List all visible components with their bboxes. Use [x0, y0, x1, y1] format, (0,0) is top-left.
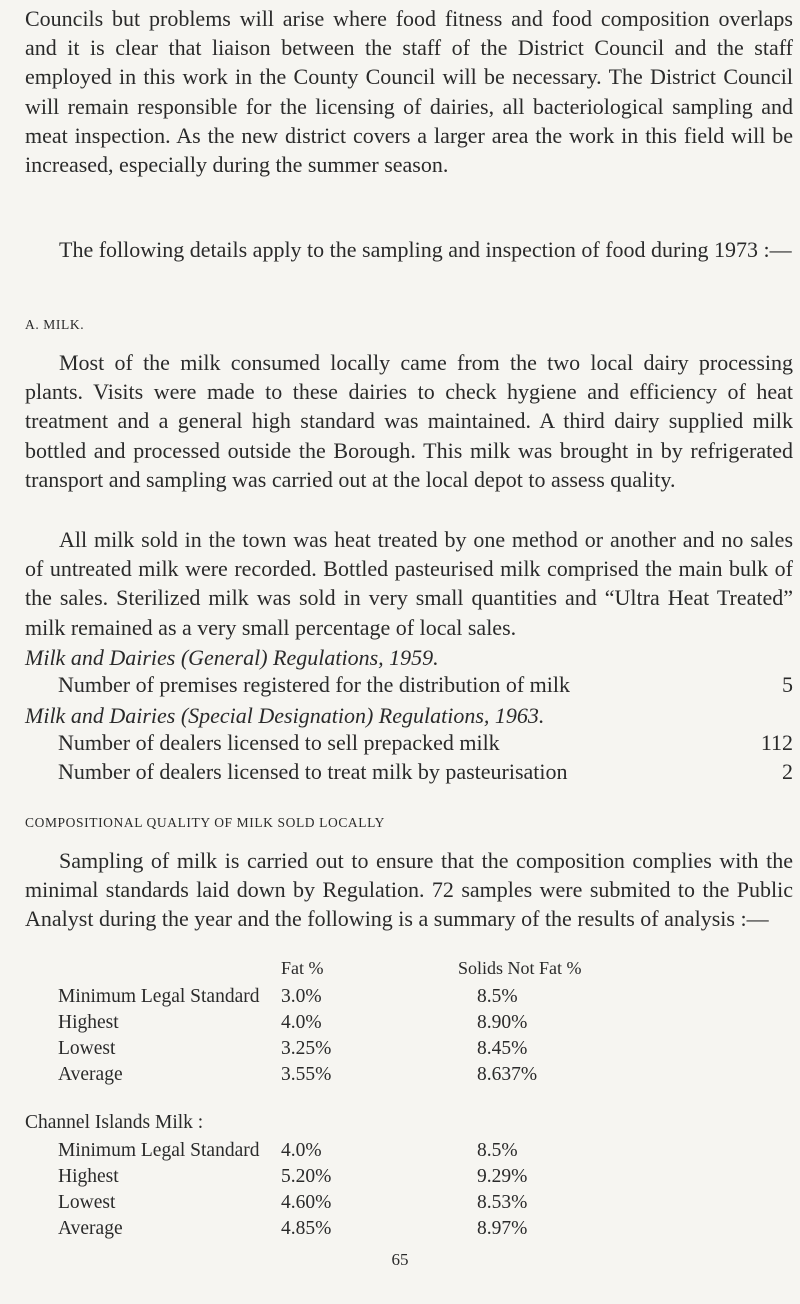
table-row-fat: 4.0%	[281, 1012, 322, 1033]
table-row-snf: 8.5%	[477, 986, 518, 1007]
sampling-paragraph: Sampling of milk is carried out to ensure that the composition complies with the minimal standards laid down by Regulation. 72 samples were submited to the Public Analyst during the year and the following is a summary of the results of analysis :—	[25, 848, 793, 932]
table-row-snf: 8.5%	[477, 1140, 518, 1161]
line-label: Number of dealers licensed to treat milk by pasteurisation	[58, 759, 568, 784]
table-row-label: Average	[58, 1218, 123, 1239]
table-row-snf: 8.637%	[477, 1064, 538, 1085]
regulation-1963-title: Milk and Dairies (Special Designation) Regulations, 1963.	[25, 703, 545, 728]
table-row-label: Highest	[58, 1166, 119, 1187]
column-header-fat: Fat %	[281, 958, 324, 978]
table-row-label: Minimum Legal Standard	[58, 986, 260, 1007]
page-number: 65	[391, 1250, 409, 1269]
regulation-1959-title: Milk and Dairies (General) Regulations, 1959.	[25, 645, 439, 670]
milk-paragraph-1: Most of the milk consumed locally came from the two local dairy processing plants. Visits were made to these dairies to check hygiene and efficiency of heat treatment and a general high standard was maintained. A third dairy supplied milk bottled and processed outside the Borough. This milk was brought in by refrigerated transport and sampling was carried out at the local depot to assess quality.	[25, 350, 793, 492]
table-row-snf: 8.90%	[477, 1012, 528, 1033]
table-row-fat: 4.60%	[281, 1192, 332, 1213]
channel-islands-heading: Channel Islands Milk :	[25, 1112, 204, 1133]
compositional-heading: COMPOSITIONAL QUALITY OF MILK SOLD LOCALLY	[25, 815, 385, 830]
table-row-label: Lowest	[58, 1038, 116, 1059]
table-row-fat: 5.20%	[281, 1166, 332, 1187]
table-row-fat: 3.25%	[281, 1038, 332, 1059]
intro-paragraph: Councils but problems will arise where food fitness and food composition overlaps and it is clear that liaison between the staff of the District Council and the staff employed in this work in the County Council will be necessary. The District Council will remain responsible for the licensing of dairies, all bacteriological sampling and meat inspection. As the new district covers a larger area the work in this field will be increased, especially during the summer season.	[25, 6, 793, 178]
table-row-snf: 8.53%	[477, 1192, 528, 1213]
table-row-fat: 4.85%	[281, 1218, 332, 1239]
table-row-snf: 9.29%	[477, 1166, 528, 1187]
regulation-1963-line	[58, 730, 793, 756]
regulation-1963-line	[58, 759, 793, 785]
table-row-label: Average	[58, 1064, 123, 1085]
milk-paragraph-2: All milk sold in the town was heat treated by one method or another and no sales of untreated milk were recorded. Bottled pasteurised milk comprised the main bulk of the sales. Sterilized milk was sold in very small quantities and “Ultra Heat Treated” milk remained as a very small percentage of local sales.	[25, 527, 793, 640]
table-row-snf: 8.45%	[477, 1038, 528, 1059]
details-paragraph: The following details apply to the sampling and inspection of food during 1973 :—	[59, 237, 792, 262]
line-value: 2	[782, 759, 793, 784]
line-value: 112	[760, 730, 793, 755]
table-row-snf: 8.97%	[477, 1218, 528, 1239]
table-row-fat: 3.55%	[281, 1064, 332, 1085]
table-row-label: Highest	[58, 1012, 119, 1033]
line-value: 5	[782, 672, 793, 697]
regulation-1959-line	[58, 672, 793, 698]
line-label: Number of dealers licensed to sell prepacked milk	[58, 730, 500, 755]
table-row-fat: 3.0%	[281, 986, 322, 1007]
table-row-label: Lowest	[58, 1192, 116, 1213]
line-label: Number of premises registered for the distribution of milk	[58, 672, 570, 697]
column-header-solids: Solids Not Fat %	[458, 958, 582, 978]
table-row-fat: 4.0%	[281, 1140, 322, 1161]
table-row-label: Minimum Legal Standard	[58, 1140, 260, 1161]
milk-heading: A. MILK.	[25, 317, 85, 332]
